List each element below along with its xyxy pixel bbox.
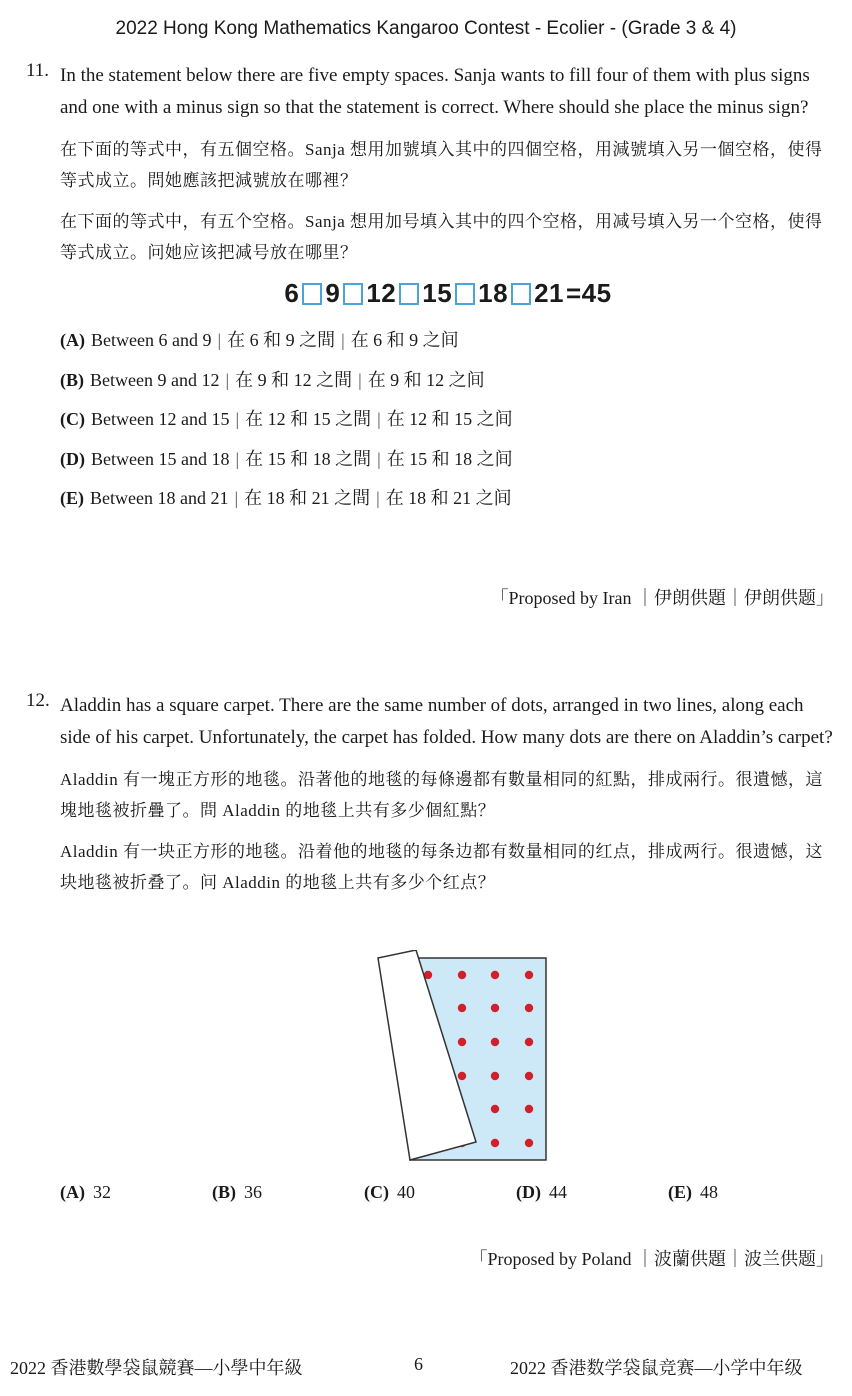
- page-header: 2022 Hong Kong Mathematics Kangaroo Contest - Ecolier - (Grade 3 & 4): [115, 18, 737, 39]
- option-letter: (C): [60, 409, 85, 429]
- option-letter: (D): [60, 448, 85, 469]
- option-a[interactable]: [60, 1182, 212, 1203]
- option-value: 40: [397, 1182, 415, 1202]
- option-text-en: Between 9 and 12: [90, 369, 220, 390]
- equation-number: 6: [284, 278, 300, 308]
- option-value: 48: [700, 1182, 718, 1202]
- option-letter: (D): [516, 1182, 541, 1202]
- question-number: 11.: [26, 60, 50, 81]
- option-value: 44: [549, 1182, 567, 1202]
- question-text-en: Aladdin has a square carpet. There are the same number of dots, arranged in two lines, along each side of his carpet. Unfortunately, the carpet has folded. How many dots are there on Aladdin’s carpet?: [60, 695, 833, 748]
- option-letter: (A): [60, 1182, 85, 1202]
- red-dot: [525, 1139, 533, 1147]
- red-dot: [491, 1072, 499, 1080]
- blank-box: [455, 283, 475, 305]
- red-dot: [491, 971, 499, 979]
- equation-number: 18: [478, 278, 509, 308]
- red-dot: [525, 1105, 533, 1113]
- red-dot: [525, 1004, 533, 1012]
- option-text-zh-simp: 在 9 和 12 之间: [367, 369, 485, 390]
- option-text-zh-trad: 在 9 和 12 之間: [235, 369, 353, 390]
- option-b[interactable]: (B) Between 9 and 12 | 在 9 和 12 之間 | 在 9 和 12 之间: [60, 369, 485, 390]
- option-d[interactable]: (D) Between 15 and 18 | 在 15 和 18 之間 | 在 15 和 18 之间: [60, 448, 513, 469]
- equation-number: 9: [325, 278, 341, 308]
- option-letter: (B): [212, 1182, 236, 1202]
- option-text-zh-simp: 在 12 和 15 之间: [386, 409, 513, 429]
- question-text-zh-simp: Aladdin 有一块正方形的地毯。沿着他的地毯的每条边都有数量相同的红点，排成两行。很遗憾，这块地毯被折叠了。问 Aladdin 的地毯上共有多少个红点？: [60, 842, 824, 892]
- question-text-en: In the statement below there are five empty spaces. Sanja wants to fill four of them with plus signs and one with a minus sign so that the statement is correct. Where should she place the minus sign?: [60, 65, 810, 118]
- red-dot: [491, 1038, 499, 1046]
- red-dot: [525, 1072, 533, 1080]
- question-text-zh-trad: 在下面的等式中，有五個空格。Sanja 想用加號填入其中的四個空格，用減號填入另一個空格，使得等式成立。問她應該把減號放在哪裡？: [60, 140, 823, 190]
- option-b[interactable]: [212, 1182, 364, 1203]
- page-number: 6: [414, 1354, 423, 1374]
- red-dot: [525, 1038, 533, 1046]
- blank-box: [302, 283, 322, 305]
- red-dot: [491, 1139, 499, 1147]
- question-number: 12.: [26, 690, 50, 711]
- red-dot: [525, 971, 533, 979]
- option-text-en: Between 15 and 18: [91, 448, 230, 469]
- option-text-en: Between 6 and 9: [91, 330, 212, 350]
- equation-number: 12: [366, 278, 397, 308]
- question-text-zh-trad: Aladdin 有一塊正方形的地毯。沿著他的地毯的每條邊都有數量相同的紅點，排成兩行。很遺憾，這塊地毯被折疊了。問 Aladdin 的地毯上共有多少個紅點？: [60, 770, 824, 820]
- equation-number: 15: [422, 278, 453, 308]
- option-e[interactable]: (E) Between 18 and 21 | 在 18 和 21 之間 | 在 18 和 21 之间: [60, 488, 512, 508]
- q12-options: [60, 1182, 820, 1203]
- proposed-by-poland: 「Proposed by Poland ｜波蘭供題｜波兰供题」: [469, 1249, 834, 1269]
- option-c[interactable]: (C) Between 12 and 15 | 在 12 和 15 之間 | 在 12 和 15 之间: [60, 409, 513, 429]
- option-text-zh-simp: 在 6 和 9 之间: [350, 330, 459, 350]
- red-dot: [491, 1004, 499, 1012]
- options-list: [60, 321, 836, 519]
- red-dot: [491, 1105, 499, 1113]
- option-letter: (A): [60, 330, 85, 350]
- equation-number: 21: [534, 278, 564, 308]
- option-text-zh-simp: 在 18 和 21 之间: [385, 488, 512, 508]
- red-dot: [458, 1004, 466, 1012]
- footer-left: 2022 香港數學袋鼠競賽—小學中年級: [10, 1358, 303, 1378]
- option-text-en: Between 12 and 15: [91, 409, 230, 429]
- option-c[interactable]: [364, 1182, 516, 1203]
- option-e[interactable]: [668, 1182, 820, 1203]
- folded-carpet-figure: [376, 950, 552, 1164]
- red-dot: [458, 1072, 466, 1080]
- question-11: [26, 60, 836, 519]
- option-d[interactable]: [516, 1182, 668, 1203]
- option-value: 36: [244, 1182, 262, 1202]
- option-letter: (B): [60, 369, 84, 390]
- option-text-en: Between 18 and 21: [90, 488, 229, 508]
- option-letter: (C): [364, 1182, 389, 1202]
- proposed-by-iran: 「Proposed by Iran ｜伊朗供題｜伊朗供题」: [490, 588, 834, 608]
- question-text-zh-simp: 在下面的等式中，有五个空格。Sanja 想用加号填入其中的四个空格，用减号填入另一个空格，使得等式成立。问她应该把减号放在哪里？: [60, 212, 823, 262]
- blank-box: [399, 283, 419, 305]
- question-12: [26, 690, 836, 898]
- equation-result: =45: [566, 278, 612, 308]
- option-text-zh-trad: 在 12 和 15 之間: [245, 409, 372, 429]
- option-a[interactable]: (A) Between 6 and 9 | 在 6 和 9 之間 | 在 6 和 9 之间: [60, 330, 459, 350]
- option-text-zh-trad: 在 15 和 18 之間: [245, 448, 372, 469]
- option-value: 32: [93, 1182, 111, 1202]
- blank-box: [511, 283, 531, 305]
- option-letter: (E): [668, 1182, 692, 1202]
- footer-right: 2022 香港数学袋鼠竞赛—小学中年级: [510, 1358, 803, 1378]
- option-text-zh-trad: 在 18 和 21 之間: [244, 488, 371, 508]
- red-dot: [458, 1038, 466, 1046]
- blank-box: [343, 283, 363, 305]
- option-letter: (E): [60, 488, 84, 508]
- equation: [60, 278, 836, 309]
- option-text-zh-simp: 在 15 和 18 之间: [386, 448, 513, 469]
- option-text-zh-trad: 在 6 和 9 之間: [227, 330, 336, 350]
- red-dot: [458, 971, 466, 979]
